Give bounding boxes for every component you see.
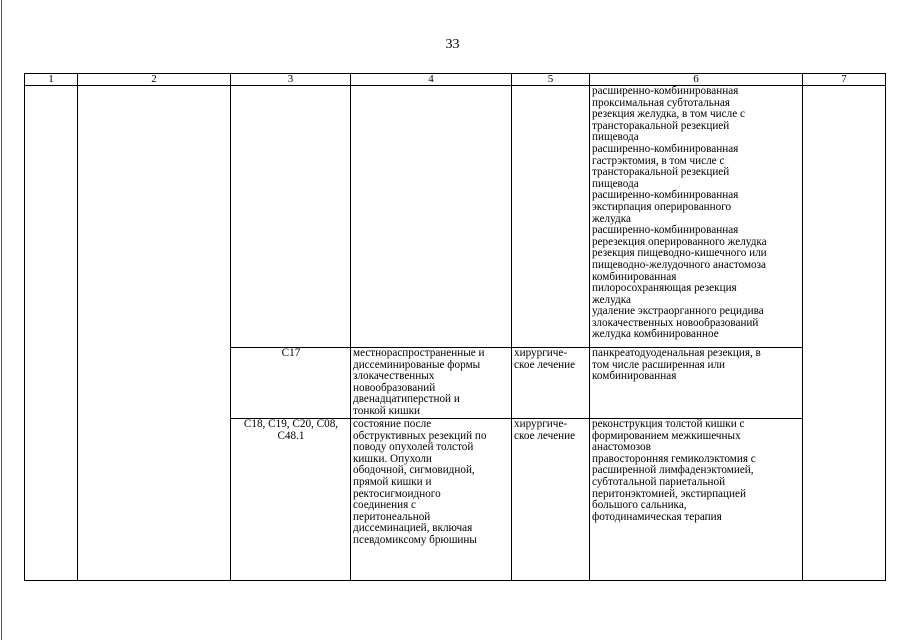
cell-text-line: гастрэктомия, в том числе с — [592, 154, 725, 167]
cell-text-line: C17 — [281, 347, 301, 359]
cell-text-line: формированием межкишечных — [592, 429, 741, 442]
cell-text-line: диссеминированые формы — [353, 358, 481, 371]
cell-text-line: панкреатодуоденальная резекция, в — [592, 347, 761, 359]
column-number: 7 — [803, 74, 886, 86]
cell-text-line: пищевода — [592, 131, 639, 144]
cell-text-line: пилоросохраняющая резекция — [592, 282, 737, 295]
description-cell — [351, 419, 512, 581]
cell-text-line: ское лечение — [514, 358, 576, 371]
cell-text-line: псевдомиксому брюшины — [353, 533, 477, 546]
treatment-cell — [512, 419, 590, 581]
cell-text-line: трансторакальной резекцией — [592, 119, 730, 132]
cell-text-line: новообразований — [353, 381, 436, 394]
cell-col7 — [803, 86, 886, 581]
column-number: 4 — [351, 74, 512, 86]
column-number-row — [25, 74, 886, 86]
cell-text-line: C18, C19, C20, C08, — [243, 418, 339, 430]
cell-text-line: комбинированная — [592, 270, 677, 283]
cell-text-line: расширенной лимфаденэктомией, — [592, 464, 754, 477]
column-number: 1 — [25, 74, 78, 86]
cell-text-line: проксимальная субтотальная — [592, 96, 730, 109]
cell-text-line: двенадцатиперстной и — [353, 393, 460, 406]
cell-text-line: том числе расширенная или — [592, 358, 726, 371]
cell-text-line: анастомозов — [592, 441, 651, 454]
methods-cell — [590, 348, 803, 419]
cell-text-line: хирургиче- — [514, 347, 568, 359]
cell-text-line: расширенно-комбинированная — [592, 224, 739, 237]
column-number: 6 — [590, 74, 803, 86]
treatment-cell — [512, 348, 590, 419]
cell-text-line: поводу опухолей толстой — [353, 441, 474, 454]
cell-text-line: желудка комбинированное — [592, 328, 719, 341]
cell-text-line: желудка — [592, 293, 631, 306]
cell-text-line: перитонэктомией, экстирпацией — [592, 487, 746, 500]
code-cell — [231, 86, 351, 348]
cell-text-line: фотодинамическая терапия — [592, 510, 722, 523]
cell-text-line: желудка — [592, 212, 631, 225]
cell-text-line: расширенно-комбинированная — [592, 85, 739, 97]
methods-cell — [590, 86, 803, 348]
methods-cell — [590, 419, 803, 581]
cell-text-line: перитонеальной — [353, 510, 431, 523]
cell-text-line: расширенно-комбинированная — [592, 189, 739, 202]
code-cell — [231, 348, 351, 419]
column-number: 2 — [78, 74, 231, 86]
cell-text-line: ободочной, сигмовидной, — [353, 464, 475, 477]
cell-text-line: злокачественных — [353, 370, 435, 383]
cell-text-line: прямой кишки и — [353, 475, 432, 488]
cell-text-line: ререзекция оперированного желудка — [592, 235, 767, 248]
cell-text-line: хирургиче- — [514, 418, 568, 430]
code-cell — [231, 419, 351, 581]
cell-text-line: тонкой кишки — [353, 404, 421, 417]
description-cell — [351, 348, 512, 419]
table-row — [25, 86, 886, 348]
cell-text-line: пищеводно-желудочного анастомоза — [592, 258, 767, 271]
cell-text-line: экстирпация оперированного — [592, 200, 732, 213]
cell-text-line: ское лечение — [514, 429, 576, 442]
column-number: 3 — [231, 74, 351, 86]
cell-col2 — [78, 86, 231, 581]
cell-text-line: резекция пищеводно-кишечного или — [592, 247, 767, 260]
medical-care-table — [24, 73, 886, 581]
cell-text-line: удаление экстраорганного рецидива — [592, 305, 764, 318]
cell-text-line: обструктивных резекций по — [353, 429, 487, 442]
cell-text-line: состояние после — [353, 418, 432, 430]
page-number: 33 — [445, 37, 460, 52]
cell-text-line: комбинированная — [592, 370, 677, 383]
cell-text-line: резекция желудка, в том числе с — [592, 108, 745, 121]
cell-text-line: пищевода — [592, 177, 639, 190]
cell-text-line: ректосигмоидного — [353, 487, 441, 500]
cell-text-line: C48.1 — [277, 429, 305, 442]
cell-text-line: реконструкция толстой кишки с — [592, 418, 745, 430]
column-number: 5 — [512, 74, 590, 86]
cell-text-line: субтотальной париетальной — [592, 475, 726, 488]
page-edge-line — [1, 0, 2, 640]
cell-text-line: правосторонняя гемиколэктомия с — [592, 452, 756, 465]
cell-text-line: кишки. Опухоли — [353, 452, 432, 465]
description-cell — [351, 86, 512, 348]
cell-text-line: большого сальника, — [592, 499, 687, 512]
cell-text-line: злокачественных новообразований — [592, 316, 759, 329]
cell-text-line: соединения с — [353, 499, 417, 512]
cell-text-line: местнораспространенные и — [353, 347, 485, 359]
cell-text-line: расширенно-комбинированная — [592, 142, 739, 155]
cell-col1 — [25, 86, 78, 581]
cell-text-line: трансторакальной резекцией — [592, 166, 730, 179]
cell-text-line: диссеминацией, включая — [353, 522, 473, 535]
treatment-cell — [512, 86, 590, 348]
